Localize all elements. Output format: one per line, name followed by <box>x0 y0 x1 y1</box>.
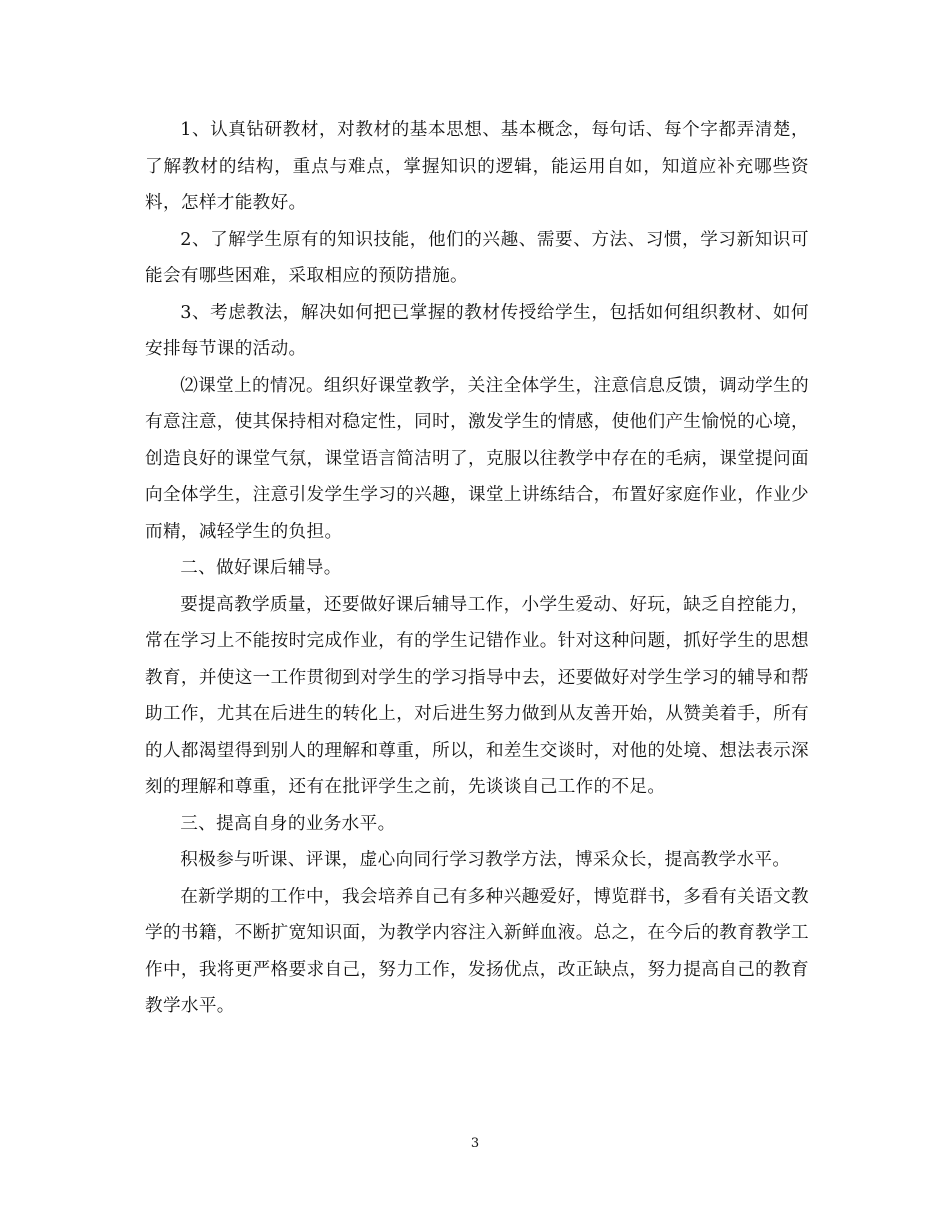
section-heading-professional-level: 三、提高自身的业务水平。 <box>180 813 396 834</box>
paragraph-study-textbook: 1、认真钻研教材，对教材的基本思想、基本概念，每句话、每个字都弄清楚，了解教材的结构，重点与难点，掌握知识的逻辑，能运用自如，知道应补充哪些资料，怎样才能教好。 <box>145 120 809 213</box>
paragraph-conclusion: 在新学期的工作中，我会培养自己有多种兴趣爱好，博览群书，多看有关语文教学的书籍，不断扩宽知识面，为教学内容注入新鲜血液。总之，在今后的教育教学工作中，我将更严格要求自己，努力工作，发扬优点，改正缺点，努力提高自己的教育教学水平。 <box>145 886 809 1016</box>
paragraph-classroom-situation: ⑵课堂上的情况。组织好课堂教学，关注全体学生，注意信息反馈，调动学生的有意注意，使其保持相对稳定性，同时，激发学生的情感，使他们产生愉悦的心境，创造良好的课堂气氛，课堂语言简洁明了，克服以往教学中存在的毛病，课堂提问面向全体学生，注意引发学生学习的兴趣，课堂上讲练结合，布置好家庭作业，作业少而精，减轻学生的负担。 <box>145 375 809 542</box>
paragraph-lesson-observation: 积极参与听课、评课，虚心向同行学习教学方法，博采众长，提高教学水平。 <box>180 850 791 870</box>
page-number: 3 <box>470 1136 480 1151</box>
document-body <box>145 112 809 1025</box>
section-heading-after-class-tutoring: 二、做好课后辅导。 <box>180 558 342 578</box>
paragraph-understand-students: 2、了解学生原有的知识技能，他们的兴趣、需要、方法、习惯，学习新知识可能会有哪些困难，采取相应的预防措施。 <box>145 229 809 286</box>
paragraph-teaching-methods: 3、考虑教法，解决如何把已掌握的教材传授给学生，包括如何组织教材、如何安排每节课的活动。 <box>145 302 809 359</box>
paragraph-after-class-tutoring: 要提高教学质量，还要做好课后辅导工作，小学生爱动、好玩，缺乏自控能力，常在学习上不能按时完成作业，有的学生记错作业。针对这种问题，抓好学生的思想教育，并使这一工作贯彻到对学生的学习指导中去，还要做好对学生学习的辅导和帮助工作，尤其在后进生的转化上，对后进生努力做到从友善开始，从赞美着手，所有的人都渴望得到别人的理解和尊重，所以，和差生交谈时，对他的处境、想法表示深刻的理解和尊重，还有在批评学生之前，先谈谈自己工作的不足。 <box>145 594 809 797</box>
